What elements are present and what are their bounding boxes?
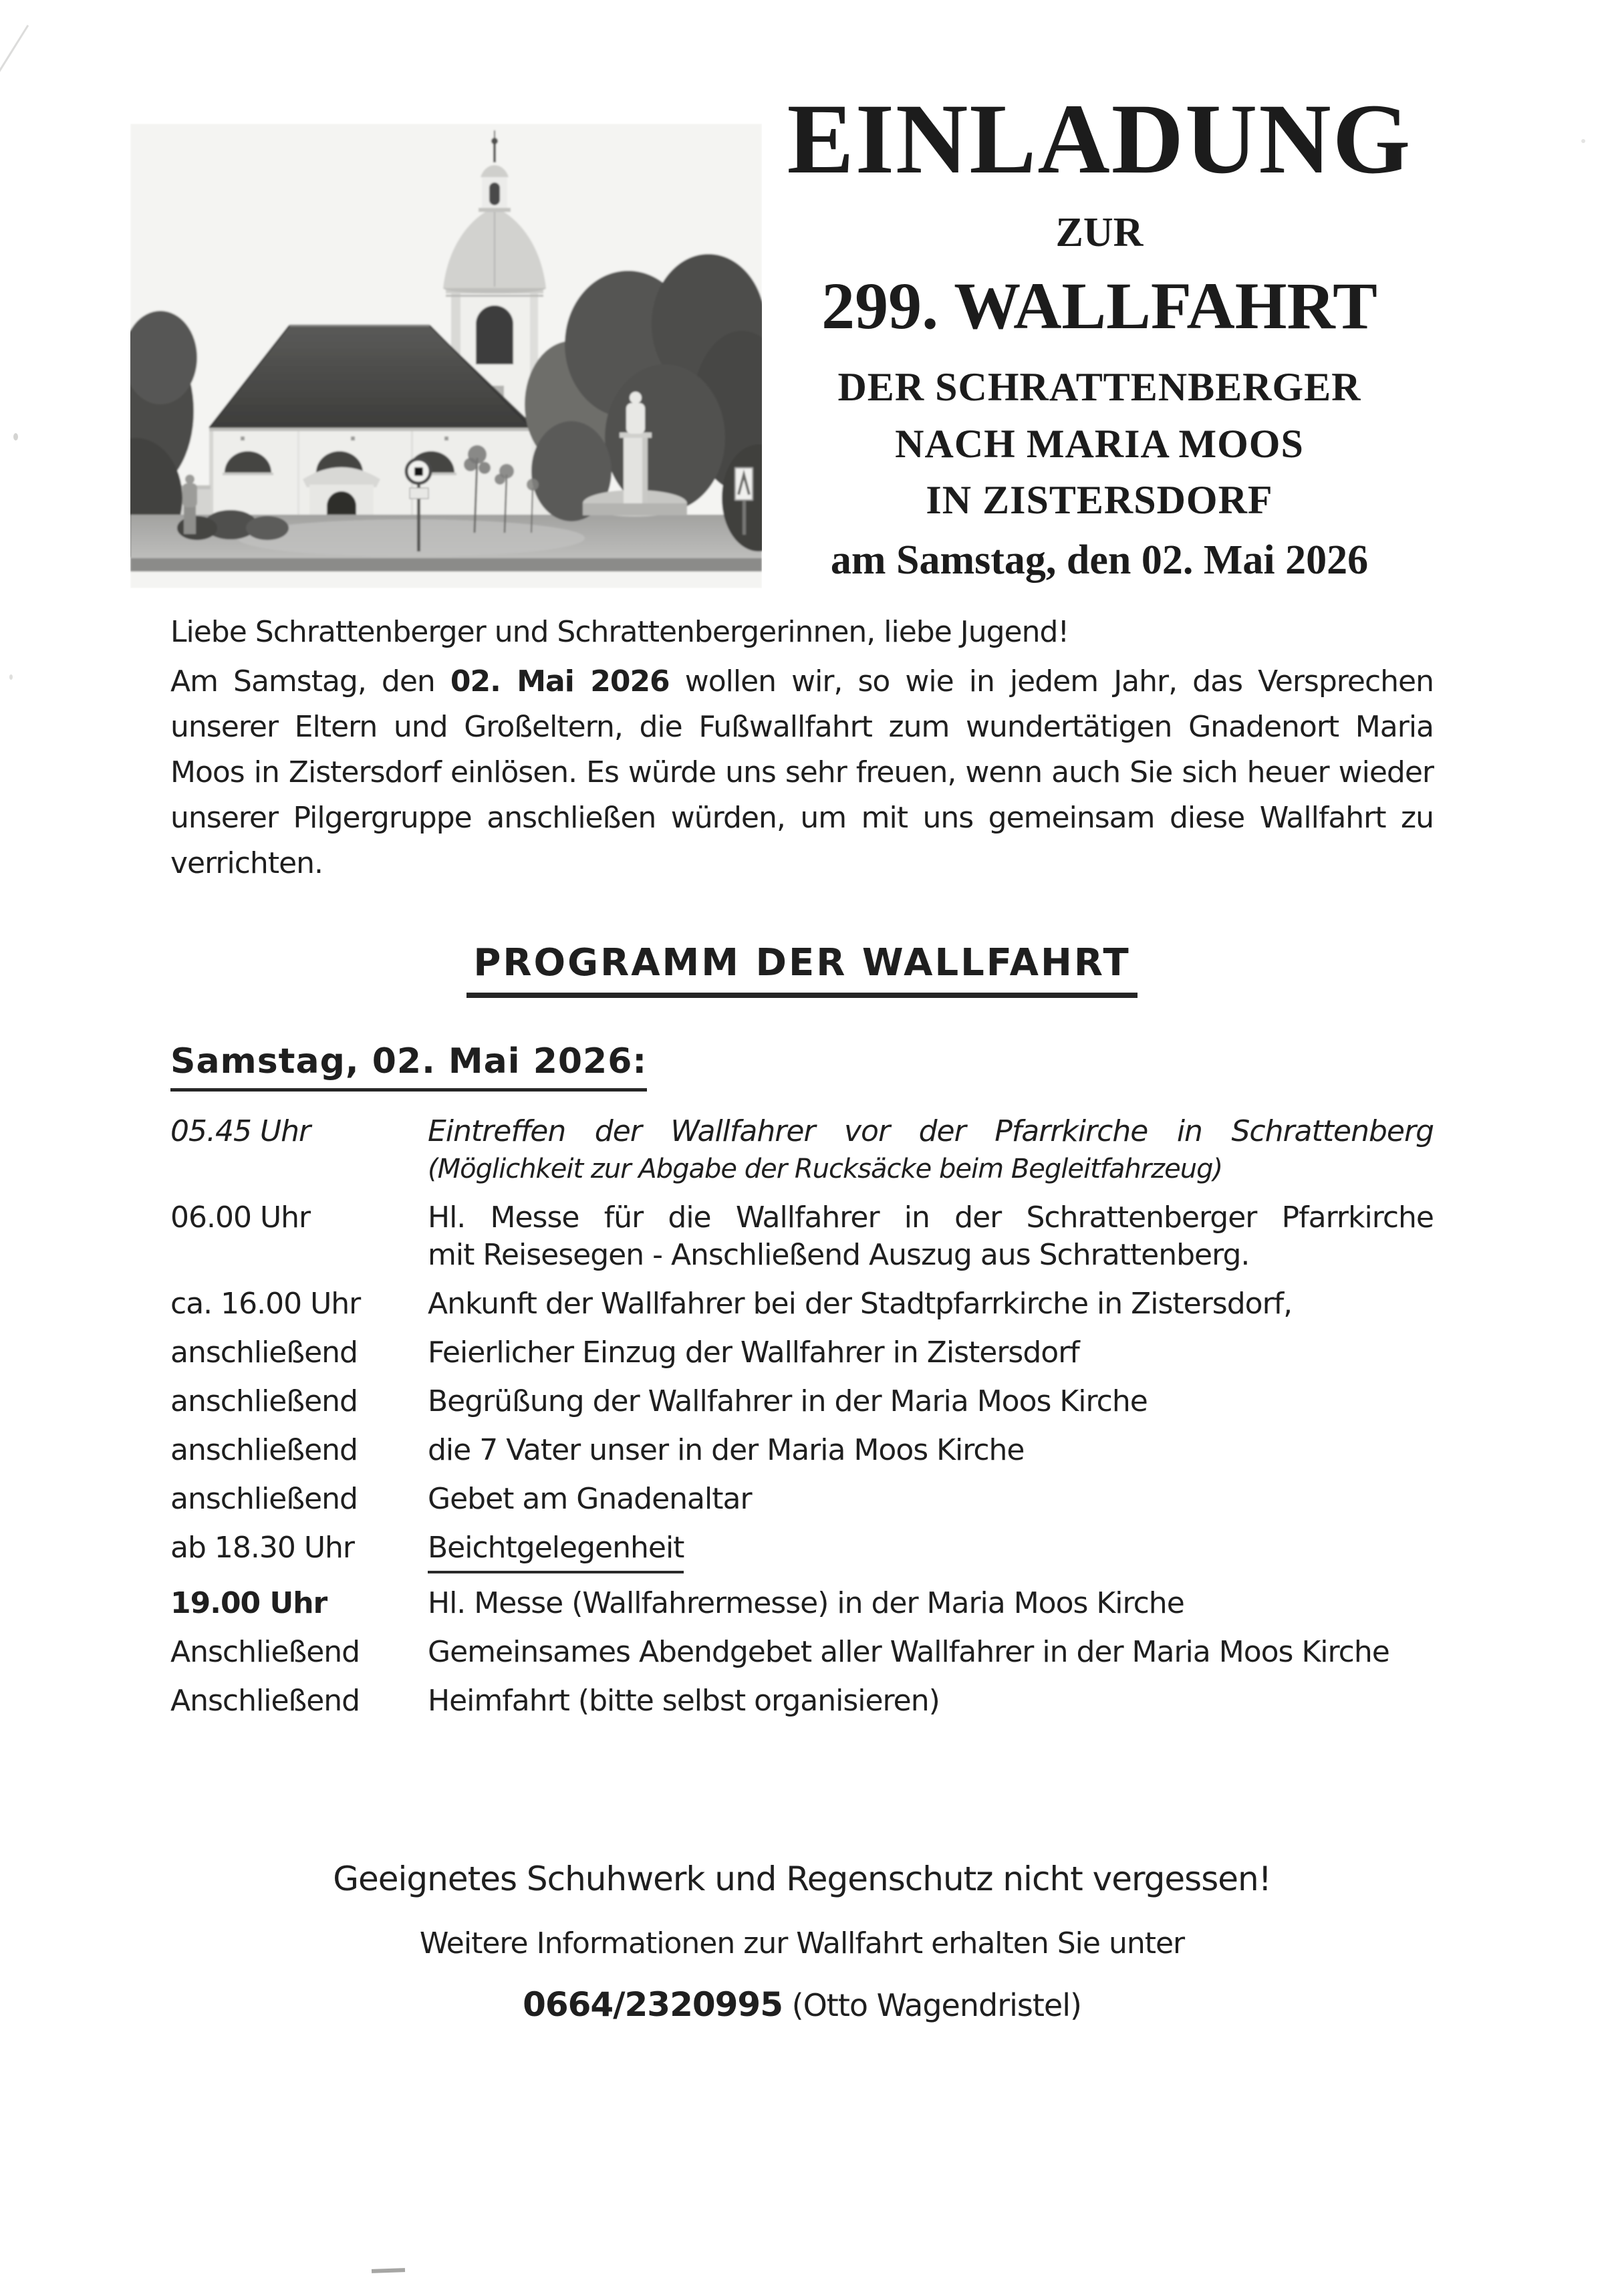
church-photo-graphic [130, 124, 762, 588]
schedule-row [170, 1113, 1434, 1188]
footer-notice: Geeignetes Schuhwerk und Regenschutz nicht vergessen! [333, 1860, 1271, 1898]
program-schedule [170, 1113, 1434, 1731]
belfry-window [476, 305, 513, 364]
schedule-row [170, 1383, 1434, 1420]
schedule-desc-line: Eintreffen der Wallfahrer vor der Pfarrkirche in Schrattenberg [428, 1114, 1434, 1148]
church-photo [130, 124, 762, 588]
subtitle-in-zistersdorf: IN ZISTERSDORF [926, 478, 1273, 523]
schedule-row [170, 1529, 1434, 1573]
schedule-time: 06.00 Uhr [170, 1200, 311, 1235]
masthead [765, 84, 1434, 583]
intro-paragraph [170, 659, 1434, 886]
schedule-row [170, 1682, 1434, 1720]
schedule-note [428, 1150, 1434, 1188]
footer-info: Weitere Informationen zur Wallfahrt erhalten Sie unter [419, 1926, 1185, 1960]
schedule-desc [428, 1113, 1434, 1188]
greeting-line: Liebe Schrattenberger und Schrattenbergerinnen, liebe Jugend! [170, 615, 1069, 649]
schedule-desc [428, 1529, 1434, 1573]
schedule-time: anschließend [170, 1482, 358, 1516]
schedule-time: Anschließend [170, 1684, 360, 1718]
schedule-note-rest: Begleitfahrzeug) [1011, 1154, 1223, 1184]
schedule-time: ca. 16.00 Uhr [170, 1287, 361, 1321]
scan-artifact [372, 2268, 405, 2273]
schedule-time: Anschließend [170, 1635, 360, 1669]
schedule-desc-line: Hl. Messe für die Wallfahrer in der Schrattenberger Pfarrkirche [428, 1200, 1434, 1235]
schedule-row [170, 1285, 1434, 1323]
schedule-desc: Gemeinsames Abendgebet aller Wallfahrer in der Maria Moos Kirche [428, 1635, 1389, 1669]
subtitle-number: 299. WALLFAHRT [821, 269, 1377, 344]
schedule-time: 05.45 Uhr [170, 1114, 311, 1148]
monument-statue [626, 403, 645, 434]
schedule-desc: die 7 Vater unser in der Maria Moos Kirche [428, 1433, 1025, 1467]
subtitle-zur: ZUR [1055, 210, 1144, 255]
day-heading: Samstag, 02. Mai 2026: [170, 1041, 647, 1092]
scan-artifact [1581, 139, 1585, 143]
schedule-desc: Hl. Messe (Wallfahrermesse) in der Maria Moos Kirche [428, 1586, 1184, 1620]
schedule-time: anschließend [170, 1384, 358, 1418]
day-heading-wrap [170, 1041, 647, 1092]
scan-artifact [9, 674, 13, 680]
schedule-desc: Ankunft der Wallfahrer bei der Stadtpfarrkirche in Zistersdorf, [428, 1287, 1293, 1321]
schedule-row [170, 1432, 1434, 1469]
schedule-desc: Heimfahrt (bitte selbst organisieren) [428, 1684, 940, 1718]
scan-artifact [13, 433, 18, 440]
schedule-desc-underlined: Beichtgelegenheit [428, 1529, 684, 1573]
schedule-row [170, 1585, 1434, 1622]
schedule-desc: Gebet am Gnadenaltar [428, 1482, 752, 1516]
schedule-time: anschließend [170, 1433, 358, 1467]
masthead-date: am Samstag, den 02. Mai 2026 [830, 537, 1369, 583]
phone-number: 0664/2320995 [523, 1985, 783, 2024]
intro-section [170, 610, 1434, 886]
schedule-time: anschließend [170, 1335, 358, 1370]
schedule-row [170, 1334, 1434, 1372]
schedule-time: ab 18.30 Uhr [170, 1531, 355, 1565]
subtitle-nach-maria-moos: NACH MARIA MOOS [895, 421, 1304, 466]
main-title: EINLADUNG [787, 84, 1412, 195]
schedule-note-italic: (Möglichkeit zur Abgabe der Rucksäcke beim [428, 1154, 1011, 1184]
schedule-desc [428, 1199, 1434, 1274]
intro-text-after: wollen wir, so wie in jedem Jahr, das Versprechen unserer Eltern und Großeltern, die Fußwallfahrt zum wundertätigen Gnadenort Maria Moos in Zistersdorf einlösen. Es würde uns sehr freuen, wenn auch Sie sich heuer wieder unserer Pilgergruppe anschließen würden, um mit uns gemeinsam diese Wallfahrt zu verrichten. [170, 664, 1434, 880]
schedule-desc: Feierlicher Einzug der Wallfahrer in Zistersdorf [428, 1335, 1079, 1370]
scan-artifact [0, 25, 29, 100]
program-title: PROGRAMM DER WALLFAHRT [466, 941, 1137, 998]
schedule-row [170, 1481, 1434, 1518]
footer-contact-line [0, 1985, 1604, 2024]
schedule-desc-line: mit Reisesegen - Anschließend Auszug aus Schrattenberg. [428, 1238, 1250, 1272]
program-title-wrap [0, 941, 1604, 998]
schedule-time: 19.00 Uhr [170, 1586, 327, 1620]
contact-name: (Otto Wagendristel) [783, 1987, 1081, 2023]
schedule-row [170, 1199, 1434, 1274]
subtitle-der-schrattenberger: DER SCHRATTENBERGER [837, 365, 1361, 410]
schedule-desc: Begrüßung der Wallfahrer in der Maria Moos Kirche [428, 1384, 1148, 1418]
intro-date-bold: 02. Mai 2026 [450, 664, 670, 698]
schedule-row [170, 1634, 1434, 1671]
intro-text-before: Am Samstag, den [170, 664, 450, 698]
